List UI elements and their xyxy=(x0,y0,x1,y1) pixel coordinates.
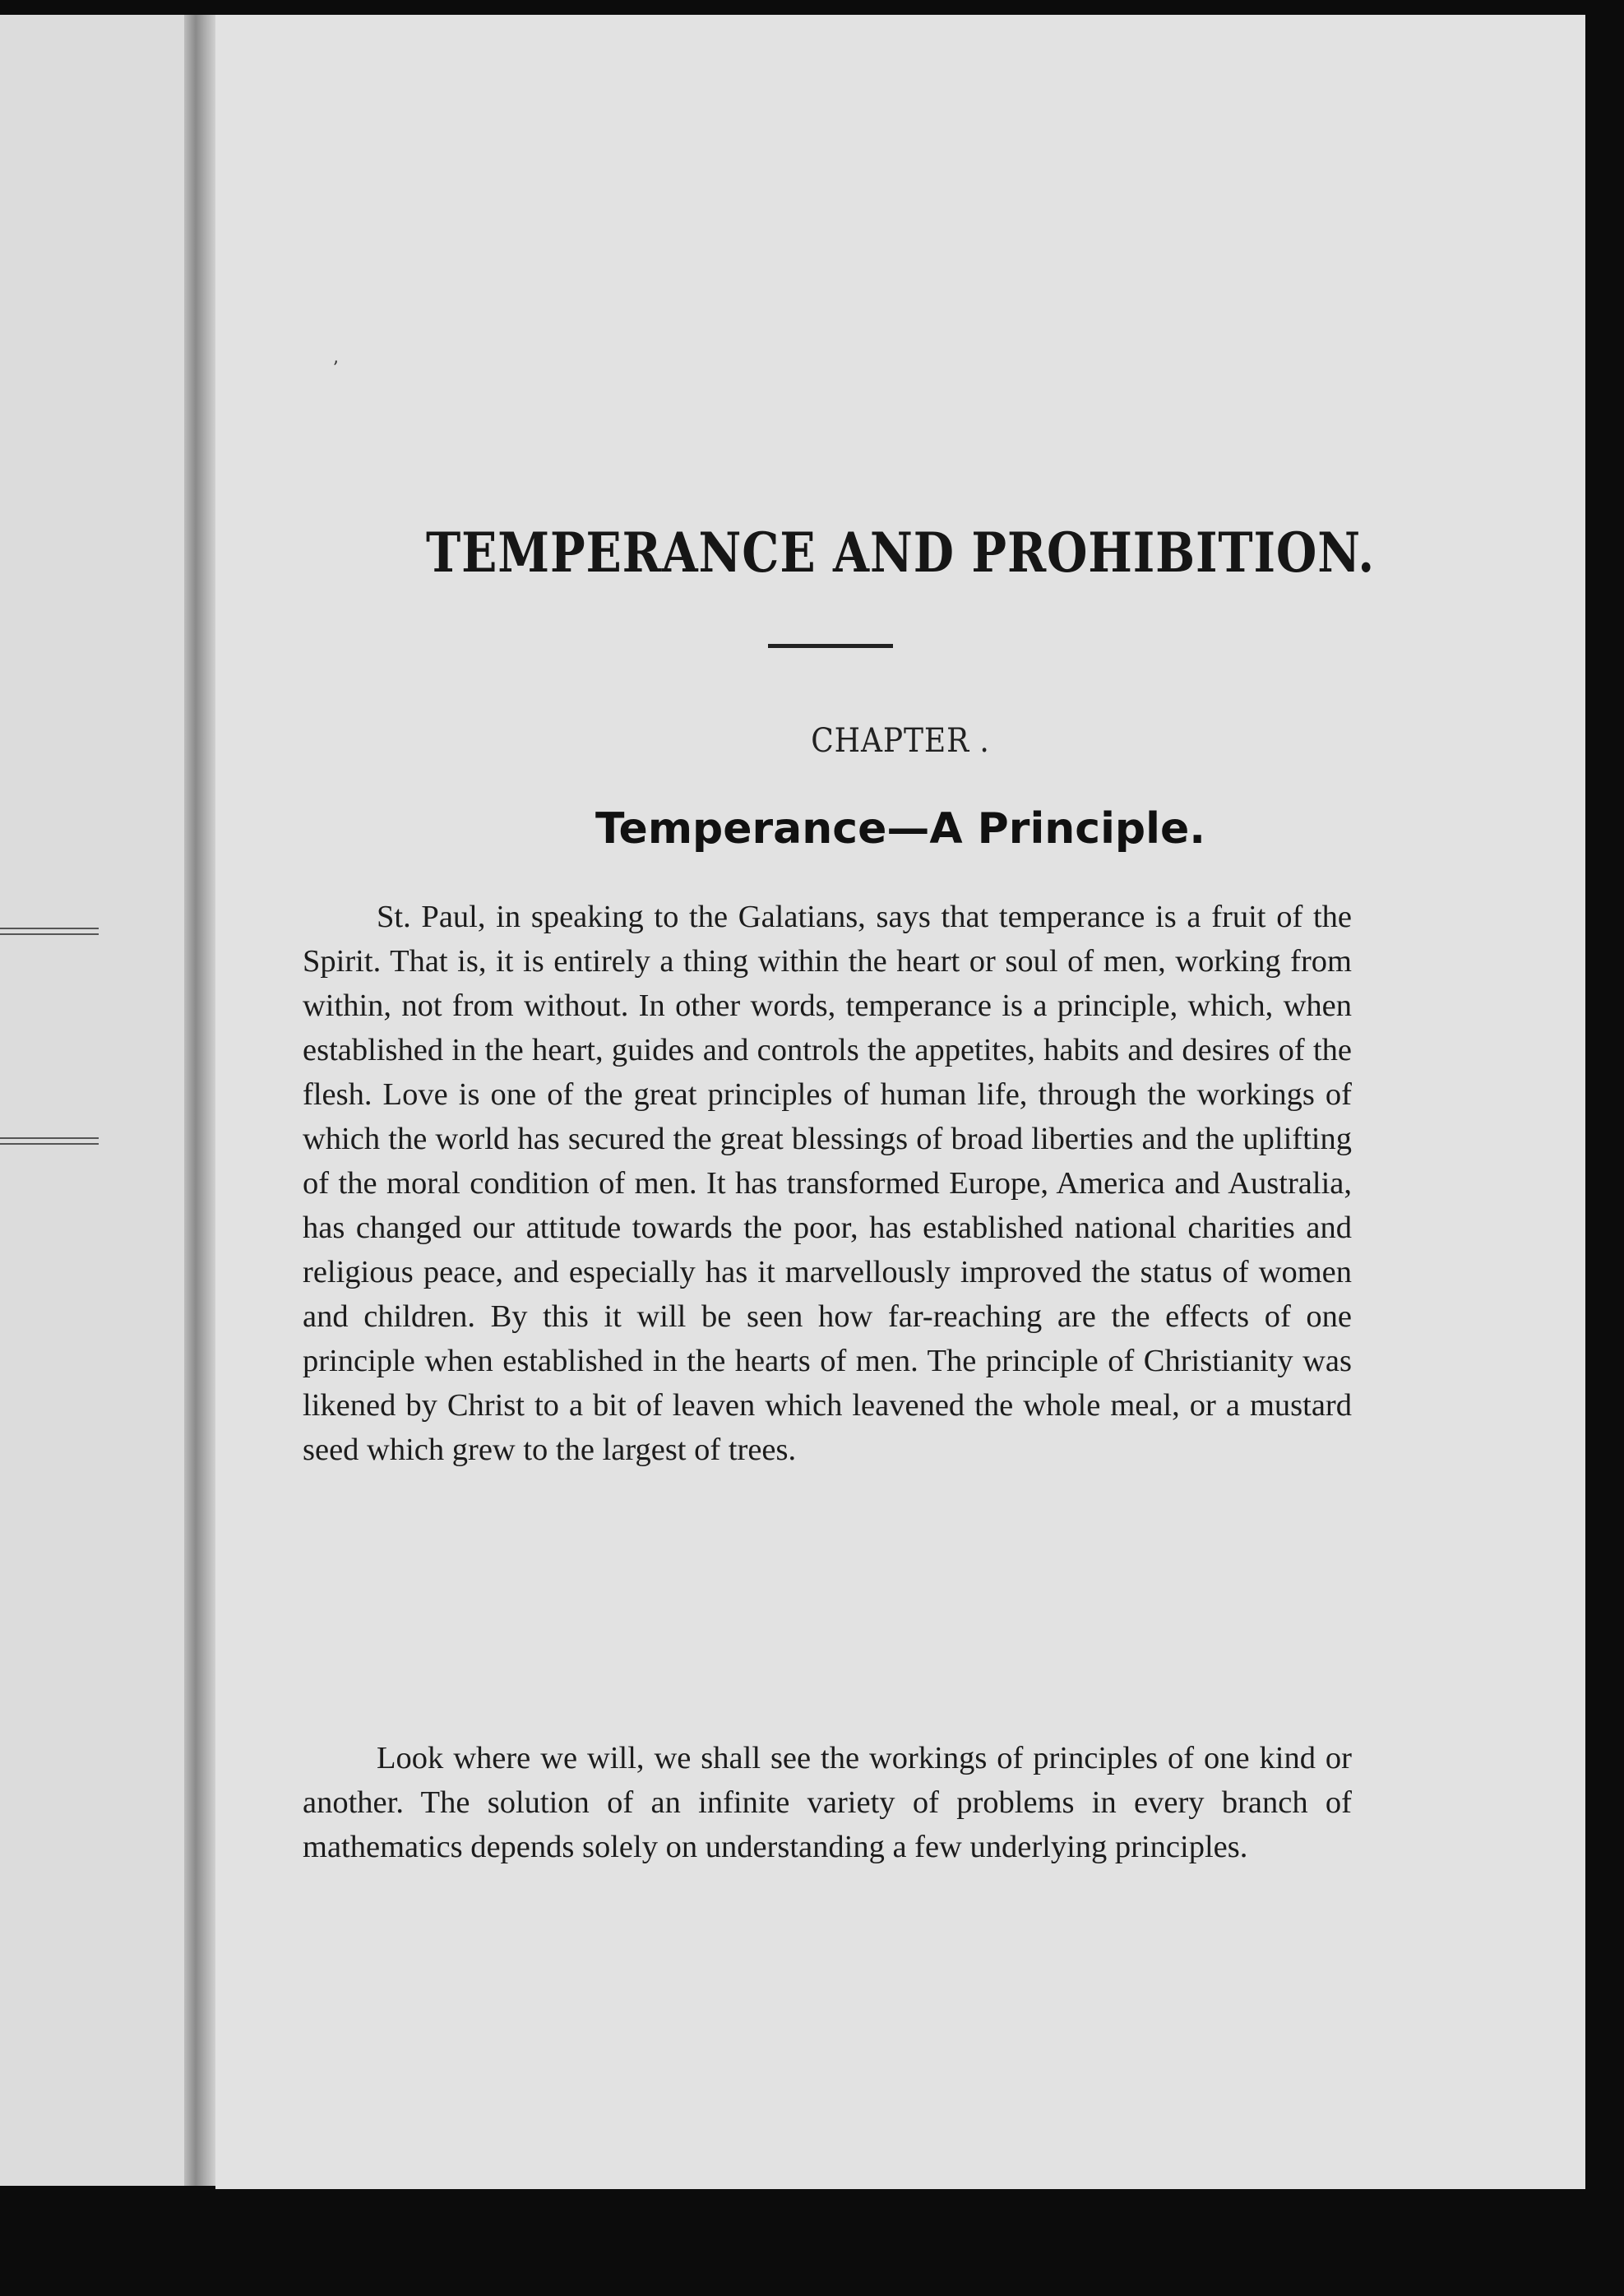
paragraph-1: St. Paul, in speaking to the Galatians, says that temperance is a fruit of the Spirit. That is, it is entirely a thing within the heart or soul of men, working from within, not from without. In other words, temperance is a principle, which, when established in the heart, guides and controls the appetites, habits and desires of the flesh. Love is one of the great principles of human life, through the workings of which the world has secured the great blessings of broad liberties and the uplifting of the moral condition of men. It has transformed Europe, America and Australia, has changed our attitude towards the poor, has established national charities and religious peace, and especially has it marvellously improved the status of women and children. By this it will be seen how far-reaching are the effects of one principle when established in the hearts of men. The principle of Christianity was likened by Christ to a bit of leaven which leavened the whole meal, or a mustard seed which grew to the largest of trees. xyxy=(303,900,1352,1467)
title-rule xyxy=(768,644,893,648)
paragraph-2: Look where we will, we shall see the workings of principles of one kind or another. The solution of an infinite variety of problems in every branch of mathematics depends solely on understanding a few underlying principles. xyxy=(303,1741,1352,1864)
facing-page-rule xyxy=(0,1137,99,1145)
ink-speck: ʼ xyxy=(332,359,338,379)
facing-page xyxy=(0,15,196,2186)
document-title: TEMPERANCE AND PROHIBITION. xyxy=(426,521,1375,585)
section-heading: Temperance—A Principle. xyxy=(595,804,1205,854)
chapter-label: CHAPTER . xyxy=(811,722,990,760)
book-page xyxy=(215,15,1585,2189)
facing-page-rule xyxy=(0,928,99,935)
book-gutter xyxy=(184,15,217,2186)
